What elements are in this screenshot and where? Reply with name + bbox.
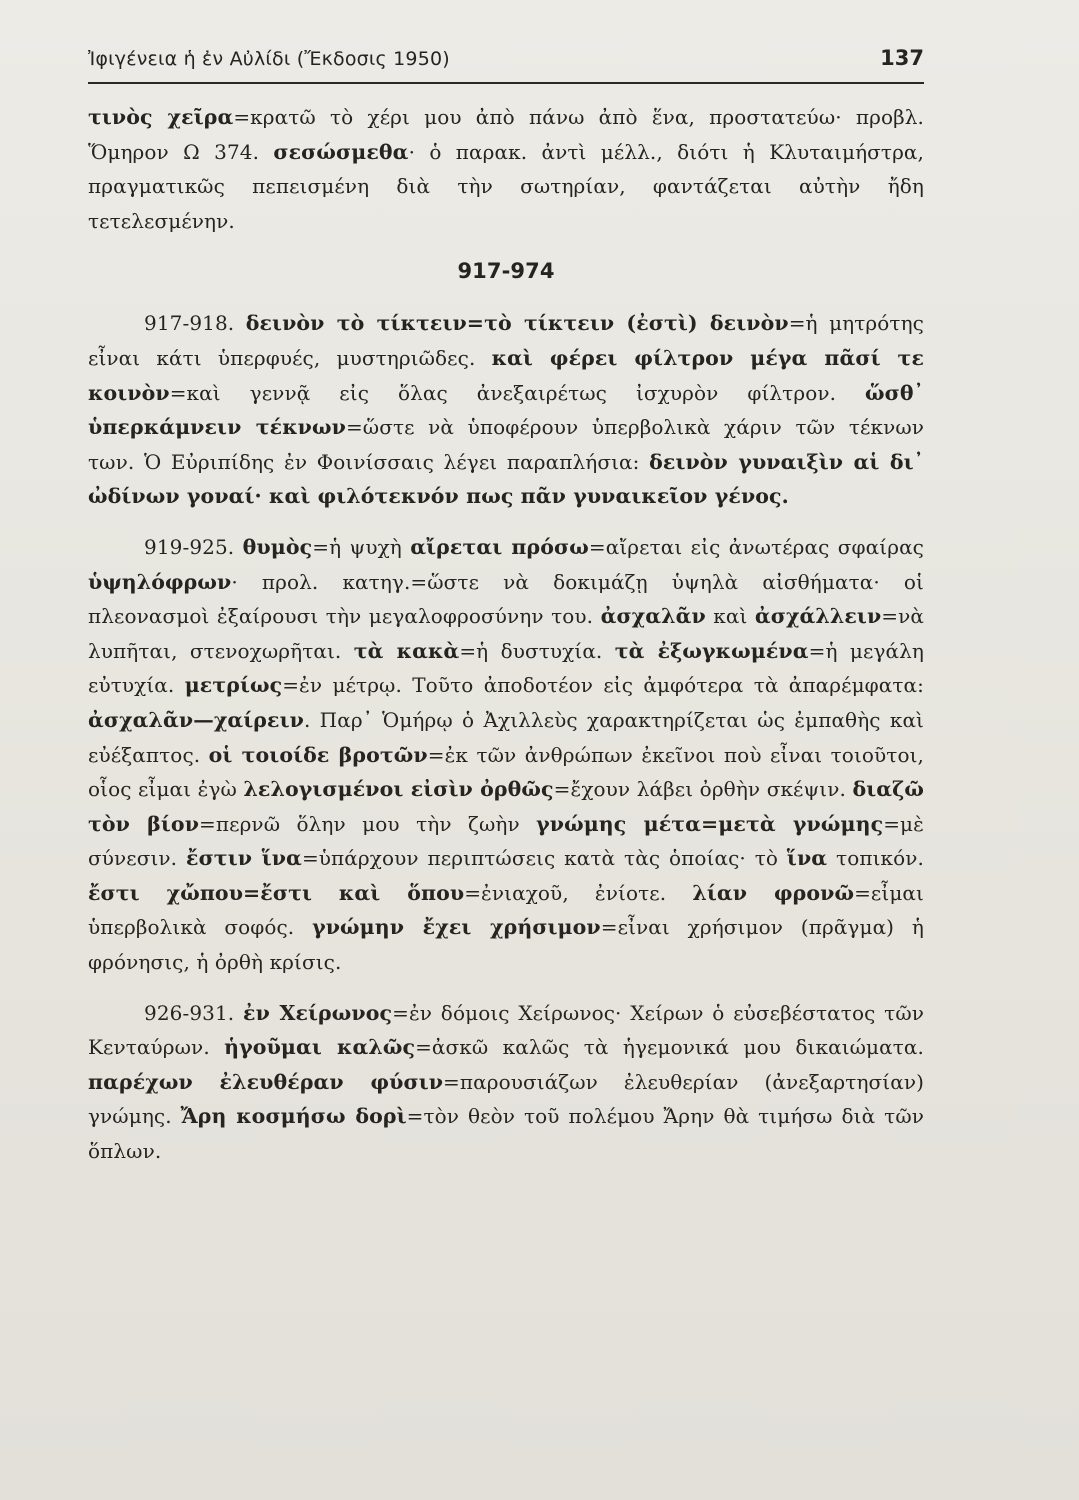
bold-lemma: σεσώσμεθα bbox=[273, 139, 409, 164]
bold-lemma: γνώμης μέτα=μετὰ γνώμης bbox=[536, 811, 884, 836]
paragraph-917-918 bbox=[88, 306, 924, 514]
page-number: 137 bbox=[880, 46, 924, 70]
gloss-text: =νὰ λυπῆται, στενοχωρῆται. bbox=[88, 604, 925, 663]
bold-lemma: δεινὸν τὸ τίκτειν=τὸ τίκτειν (ἐστὶ) δεινὸν bbox=[245, 311, 789, 336]
gloss-text: =ἔχουν λάβει ὀρθὴν σκέψιν. bbox=[553, 777, 853, 802]
section-heading: 917-974 bbox=[457, 259, 555, 284]
gloss-text: . Παρ᾽ Ὁμήρῳ ὁ Ἀχιλλεὺς χαρακτηρίζεται ὡς ἐμπαθὴς καὶ εὐέξαπτος. bbox=[88, 707, 924, 767]
bold-lemma: τὰ κακὰ bbox=[353, 638, 460, 663]
page-body bbox=[88, 100, 924, 1169]
bold-lemma: ἀσχαλᾶν—χαίρειν bbox=[88, 707, 304, 732]
bold-lemma: ἡγοῦμαι καλῶς bbox=[224, 1035, 416, 1060]
bold-lemma: ὥσθ᾽ ὑπερκάμνειν τέκνων bbox=[88, 380, 924, 440]
bold-lemma: λελογισμένοι εἰσὶν ὀρθῶς bbox=[243, 777, 554, 802]
bold-lemma: καὶ φέρει φίλτρον μέγα πᾶσί τε κοινὸν bbox=[88, 345, 925, 405]
bold-lemma: δεινὸν γυναιξὶν αἱ δι᾽ ὠδίνων γοναί· καὶ φιλότεκνόν πως πᾶν γυναικεῖον γένος. bbox=[88, 449, 924, 509]
gloss-text: =τὸν θεὸν τοῦ πολέμου Ἄρην θὰ τιμήσω διὰ τῶν ὅπλων. bbox=[88, 1104, 924, 1164]
bold-lemma: ἔστι χὤπου=ἔστι καὶ ὅπου bbox=[88, 880, 465, 905]
bold-lemma: διαζῶ τὸν βίον bbox=[88, 777, 924, 836]
gloss-text: =ἐκ τῶν ἀνθρώπων ἐκεῖνοι ποὺ εἶναι τοιοῦτοι, οἷος εἶμαι ἐγὼ bbox=[88, 742, 924, 802]
running-header bbox=[88, 46, 924, 84]
gloss-text: =ὑπάρχουν περιπτώσεις κατὰ τὰς ὁποίας· τὸ bbox=[301, 846, 787, 871]
gloss-text: =εἶναι χρήσιμον (πρᾶγμα) ἡ φρόνησις, ἡ ὀρθὴ κρίσις. bbox=[88, 915, 924, 975]
gloss-text: =ἡ μεγάλη εὐτυχία. bbox=[88, 638, 924, 698]
bold-lemma: θυμὸς bbox=[242, 534, 313, 559]
gloss-text: 919-925. bbox=[144, 534, 243, 559]
gloss-text: =αἴρεται εἰς ἀνωτέρας σφαίρας bbox=[588, 534, 924, 559]
gloss-text: τοπικόν. bbox=[827, 846, 924, 871]
gloss-text: =παρουσιάζων ἐλευθερίαν (ἀνεξαρτησίαν) γνώμης. bbox=[88, 1069, 924, 1129]
paragraph-intro bbox=[88, 100, 924, 238]
bold-lemma: οἱ τοιοίδε βροτῶν bbox=[208, 742, 428, 767]
bold-lemma: τὰ ἐξωγκωμένα bbox=[614, 638, 809, 663]
gloss-text: =μὲ σύνεσιν. bbox=[88, 811, 924, 871]
bold-lemma: Ἄρη κοσμήσω δορὶ bbox=[180, 1104, 407, 1129]
gloss-text: 917-918. bbox=[144, 311, 246, 336]
bold-lemma: παρέχων ἐλευθέραν φύσιν bbox=[88, 1069, 444, 1094]
bold-lemma: ἀσχάλλειν bbox=[754, 604, 882, 629]
gloss-text: =ἡ μητρότης εἶναι κάτι ὑπερφυές, μυστηριῶδες. bbox=[88, 311, 924, 370]
gloss-text: =περνῶ ὅλην μου τὴν ζωὴν bbox=[199, 811, 537, 836]
bold-lemma: ὑψηλόφρων bbox=[88, 569, 232, 594]
gloss-text: 926-931. bbox=[144, 1000, 244, 1025]
paragraph-926-931 bbox=[88, 996, 924, 1169]
gloss-text: =ἐν μέτρῳ. Τοῦτο ἀποδοτέον εἰς ἀμφότερα τὰ ἀπαρέμφατα: bbox=[282, 673, 924, 698]
gloss-text: =ἀσκῶ καλῶς τὰ ἡγεμονικά μου δικαιώματα. bbox=[415, 1035, 924, 1060]
gloss-text: =εἶμαι ὑπερβολικὰ σοφός. bbox=[88, 880, 924, 940]
gloss-text: =ἐνιαχοῦ, ἐνίοτε. bbox=[464, 880, 693, 905]
gloss-text: =ὥστε νὰ ὑποφέρουν ὑπερβολικὰ χάριν τῶν τέκνων των. Ὁ Εὐριπίδης ἐν Φοινίσσαις λέγει παραπλήσια: bbox=[88, 415, 924, 474]
gloss-text: καὶ bbox=[705, 604, 755, 629]
bold-lemma: ἵνα bbox=[786, 846, 828, 871]
gloss-text: · ὁ παρακ. ἀντὶ μέλλ., διότι ἡ Κλυταιμήστρα, πραγματικῶς πεπεισμένη διὰ τὴν σωτηρίαν, φαντάζεται αὐτὴν ἤδη τετελεσμένην. bbox=[88, 139, 924, 233]
bold-lemma: αἴρεται πρόσω bbox=[410, 534, 589, 559]
bold-lemma: ἐν Χείρωνος bbox=[243, 1000, 393, 1025]
gloss-text: · προλ. κατηγ.=ὥστε νὰ δοκιμάζῃ ὑψηλὰ αἰσθήματα· οἱ πλεονασμοὶ ἐξαίρουσι τὴν μεγαλοφροσύνην του. bbox=[88, 569, 924, 629]
bold-lemma: μετρίως bbox=[184, 673, 283, 698]
gloss-text: =ἡ ψυχὴ bbox=[312, 534, 411, 559]
header-title: Ἰφιγένεια ἡ ἐν Αὐλίδι (Ἔκδοσις 1950) bbox=[88, 48, 450, 70]
bold-lemma: ἔστιν ἵνα bbox=[186, 846, 302, 871]
bold-lemma: γνώμην ἔχει χρήσιμον bbox=[312, 915, 601, 940]
gloss-text: =καὶ γεννᾷ εἰς ὅλας ἀνεξαιρέτως ἰσχυρὸν φίλτρον. bbox=[169, 380, 866, 405]
gloss-text: =κρατῶ τὸ χέρι μου ἀπὸ πάνω ἀπὸ ἕνα, προστατεύω· προβλ. Ὅμηρον Ω 374. bbox=[88, 105, 924, 164]
bold-lemma: ἀσχαλᾶν bbox=[600, 604, 706, 629]
gloss-text: =ἐν δόμοις Χείρωνος· Χείρων ὁ εὐσεβέστατος τῶν Κενταύρων. bbox=[88, 1000, 924, 1060]
bold-lemma: τινὸς χεῖρα bbox=[88, 105, 234, 129]
paragraph-919-925 bbox=[88, 530, 924, 980]
bold-lemma: λίαν φρονῶ bbox=[692, 880, 855, 905]
gloss-text: =ἡ δυστυχία. bbox=[459, 638, 615, 663]
